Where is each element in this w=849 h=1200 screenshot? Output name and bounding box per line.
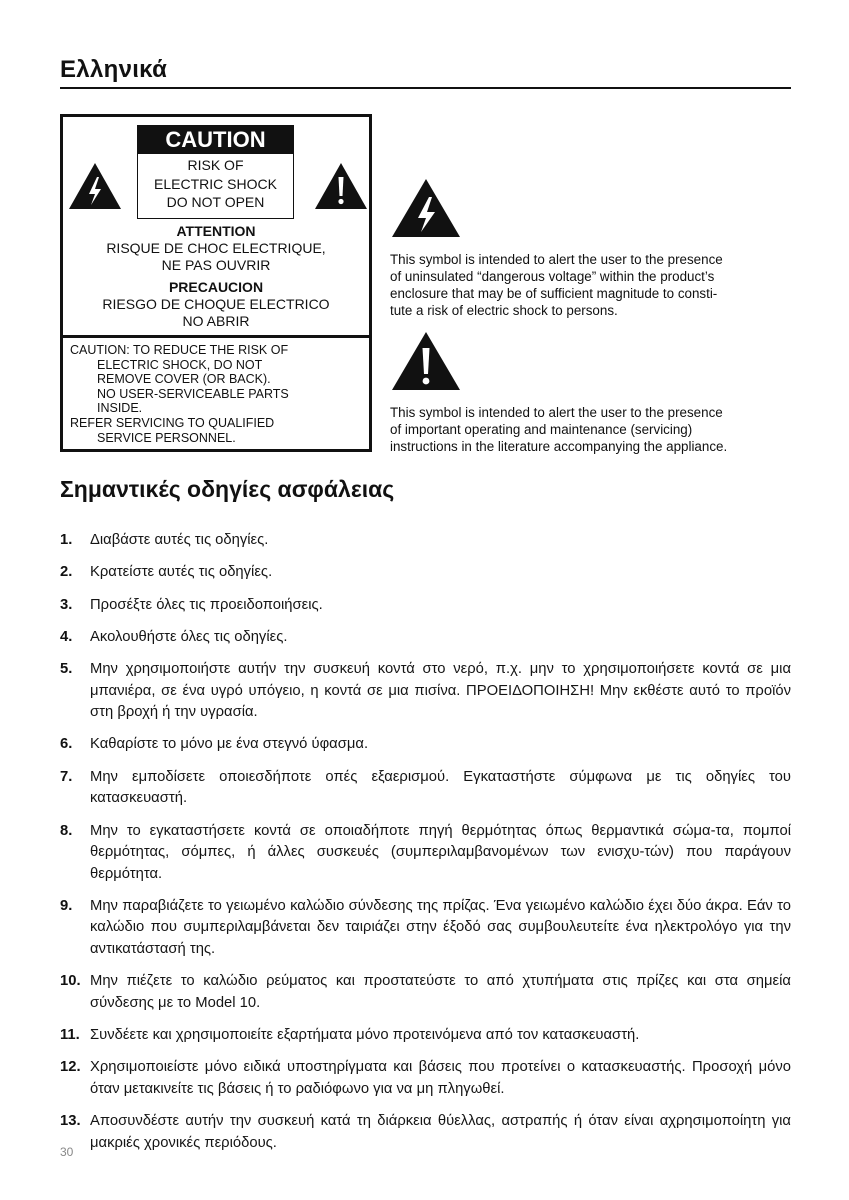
item-number: 1.	[60, 532, 73, 548]
item-number: 8.	[60, 822, 73, 839]
item-number: 10.	[60, 973, 81, 990]
lightning-triangle-icon	[390, 177, 462, 239]
item-text: Προσέξτε όλες τις προειδοποιήσεις.	[90, 596, 323, 613]
item-text: Αποσυνδέστε αυτήν την συσκευή κατά τη διάρκεια θύελλας, αστραπής ή όταν είναι αχρησιμοποίητη για μακριές χρονικές περιόδους.	[90, 1113, 791, 1151]
item-text: Διαβάστε αυτές τις οδηγίες.	[90, 532, 269, 548]
symbol-text-line: of important operating and maintenance (servicing)	[390, 422, 693, 437]
spanish-warning	[63, 279, 369, 330]
item-text: Μην παραβιάζετε το γειωμένο καλώδιο σύνδεσης της πρίζας. Ένα γειωμένο καλώδιο έχει δύο άκρα. Εάν το καλώδιο που συμπεριλαμβάνεται δεν ταιριάζει στην έξοδό σας συμβουλευτείτε ένα ηλεκτρολόγο για την αντικατάστασή της.	[90, 897, 791, 957]
item-number: 4.	[60, 628, 73, 645]
list-item	[60, 821, 791, 886]
caution-panel-top	[63, 117, 369, 335]
symbol-text-line: This symbol is intended to alert the user to the presence	[390, 252, 723, 267]
list-item	[60, 1057, 791, 1100]
list-item	[60, 562, 791, 584]
item-text: Μην το εγκαταστήσετε κοντά σε οποιαδήποτε πηγή θερμότητας όπως θερμαντικά σώμα-τα, πομποί θερμότητας, σόμπες, ή άλλες συσκευές (συμπεριλαμβανομένων των ενισχυ-τών) που παράγουν θερμότητα.	[90, 822, 791, 882]
list-item	[60, 767, 791, 810]
list-item	[60, 627, 791, 649]
item-text: Χρησιμοποιείστε μόνο ειδικά υποστηρίγματα και βάσεις που προτείνει ο κατασκευαστής. Προσοχή μόνο όταν μετακινείτε τις βάσεις ή το ραδιόφωνο για να μη πληγωθεί.	[90, 1059, 791, 1097]
symbol-text-line: instructions in the literature accompanying the appliance.	[390, 439, 728, 454]
item-text: Μην χρησιμοποιήστε αυτήν την συσκευή κοντά στο νερό, π.χ. μην το χρησιμοποιήσετε κοντά σε μια μπανιέρα, σε ένα υγρό υπόγειο, η κοντά σε μια πισίνα. ΠΡΟΕΙΔΟΠΟΙΗΣΗ! Μην εκθέστε αυτό το προϊόν στη βροχή ή την υγρασία.	[90, 661, 791, 721]
caution-label-head: CAUTION	[138, 126, 293, 154]
caution-divider	[63, 335, 369, 338]
caution-text	[70, 343, 366, 445]
list-item	[60, 896, 791, 961]
list-item	[60, 595, 791, 617]
caution-text-line: SERVICE PERSONNEL.	[97, 430, 236, 445]
caution-text-line: INSIDE.	[97, 401, 143, 416]
caution-text-line: REMOVE COVER (OR BACK).	[97, 372, 271, 387]
item-text: Συνδέετε και χρησιμοποιείτε εξαρτήματα μόνο προτεινόμενα από τον κατασκευαστή.	[90, 1026, 640, 1043]
spanish-warning-head: PRECAUCION	[168, 279, 264, 295]
safety-instructions-list	[60, 530, 791, 1165]
item-number: 6.	[60, 736, 73, 753]
symbol-text-line: enclosure that may be of sufficient magnitude to consti-	[390, 286, 718, 301]
instructions-symbol-description	[390, 404, 790, 455]
spanish-warning-line: NO ABRIR	[182, 313, 250, 329]
exclamation-triangle-icon	[390, 330, 462, 392]
list-item	[60, 734, 791, 756]
caution-text-line: ELECTRIC SHOCK, DO NOT	[97, 357, 263, 372]
list-item	[60, 1111, 791, 1154]
caution-label-line: ELECTRIC SHOCK	[154, 175, 277, 192]
french-warning-line: NE PAS OUVRIR	[161, 257, 271, 273]
page-title: Ελληνικά	[60, 56, 168, 83]
symbol-text-line: of uninsulated “dangerous voltage” within the product’s	[390, 269, 715, 284]
symbol-text-line: tute a risk of electric shock to persons.	[390, 303, 618, 318]
lightning-triangle-icon	[67, 161, 123, 211]
french-warning-head: ATTENTION	[176, 223, 256, 239]
caution-label	[137, 125, 294, 219]
item-text: Ακολουθήστε όλες τις οδηγίες.	[90, 628, 288, 645]
french-warning-line: RISQUE DE CHOC ELECTRIQUE,	[106, 240, 326, 256]
list-item	[60, 971, 791, 1014]
item-text: Μην εμποδίσετε οποιεσδήποτε οπές εξαερισμού. Εγκαταστήστε σύμφωνα με τις οδηγίες του κατασκευαστή.	[90, 768, 791, 807]
caution-label-line: RISK OF	[187, 157, 244, 173]
list-item	[60, 1025, 791, 1047]
caution-text-line: REFER SERVICING TO QUALIFIED	[70, 415, 275, 430]
exclamation-triangle-icon	[313, 161, 369, 211]
title-rule	[60, 87, 791, 89]
item-number: 13.	[60, 1113, 81, 1130]
item-number: 9.	[60, 897, 73, 914]
item-text: Κρατείστε αυτές τις οδηγίες.	[90, 564, 273, 581]
item-number: 11.	[60, 1026, 80, 1043]
item-number: 12.	[60, 1059, 81, 1076]
voltage-symbol-description	[390, 251, 790, 319]
list-item	[60, 530, 791, 552]
spanish-warning-line: RIESGO DE CHOQUE ELECTRICO	[102, 296, 330, 312]
symbol-text-line: This symbol is intended to alert the user to the presence	[390, 405, 723, 420]
caution-panel	[60, 114, 372, 452]
french-warning	[63, 223, 369, 274]
caution-text-line: CAUTION: TO REDUCE THE RISK OF	[70, 343, 289, 357]
item-text: Μην πιέζετε το καλώδιο ρεύματος και προστατεύστε το από χτυπήματα στις πρίζες και στα σημεία σύνδεσης με το Model 10.	[90, 973, 791, 1011]
item-text: Καθαρίστε το μόνο με ένα στεγνό ύφασμα.	[90, 736, 369, 753]
item-number: 3.	[60, 596, 73, 613]
list-item	[60, 659, 791, 724]
caution-text-line: NO USER-SERVICEABLE PARTS	[97, 386, 289, 401]
caution-label-line: DO NOT OPEN	[166, 194, 265, 210]
section-heading: Σημαντικές οδηγίες ασφάλειας	[60, 476, 395, 502]
item-number: 7.	[60, 768, 73, 785]
page-number: 30	[60, 1145, 74, 1159]
item-number: 2.	[60, 564, 73, 581]
item-number: 5.	[60, 661, 73, 678]
